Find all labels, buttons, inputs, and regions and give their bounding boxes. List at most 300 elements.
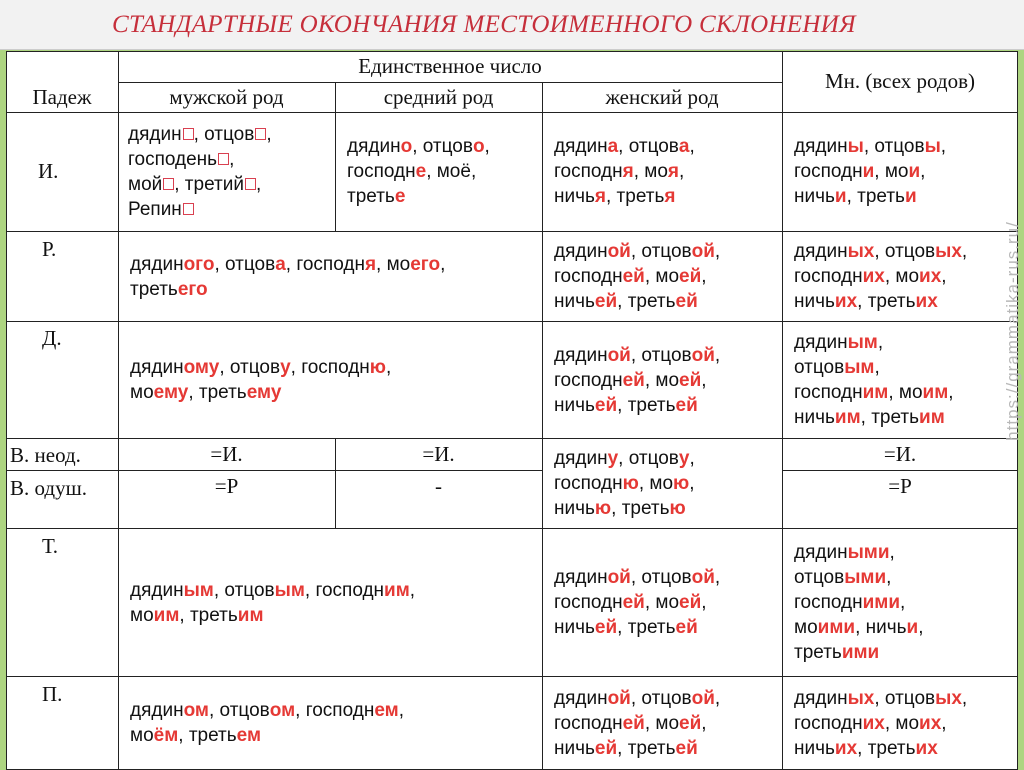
ending: у	[607, 448, 619, 469]
word-form-line	[794, 330, 1018, 355]
word-form-line	[794, 264, 1018, 289]
word-form-line	[794, 686, 1018, 711]
word-stem: ничь	[794, 291, 835, 312]
watermark	[998, 51, 1024, 611]
word-form-line	[128, 197, 335, 222]
acc-fem-cell	[542, 439, 782, 528]
word-stem: мо	[794, 617, 818, 638]
ending: ой	[691, 344, 715, 366]
word-stem: ,	[689, 136, 695, 157]
zero-ending-marker	[218, 153, 229, 165]
header-plural: Мн. (всех родов)	[824, 69, 976, 93]
word-stem: ,	[689, 473, 695, 494]
ending: их	[915, 291, 938, 312]
word-stem: , треть	[617, 291, 676, 312]
word-stem: ,	[440, 253, 446, 275]
acc-plural-animate: =Р	[888, 473, 912, 498]
word-stem: , господн	[295, 700, 375, 721]
ending: ом	[183, 700, 209, 721]
ending: и	[834, 186, 847, 207]
gen-plural-cell	[782, 232, 1018, 321]
ins-plural-cell	[782, 529, 1018, 676]
word-stem: господн	[554, 369, 623, 391]
ending: им	[153, 604, 180, 626]
ending: и	[904, 186, 917, 207]
ending: ей	[622, 266, 645, 287]
ending: ыми	[844, 567, 887, 588]
declension-table	[6, 51, 1023, 770]
word-form-line	[794, 159, 1018, 184]
word-stem: , господн	[285, 253, 365, 275]
word-form-line	[794, 640, 1018, 665]
word-stem: дядин	[554, 241, 608, 262]
word-stem: господн	[554, 712, 623, 734]
ending: ых	[847, 687, 875, 709]
word-stem: господн	[794, 382, 863, 403]
word-stem: ничь	[794, 737, 835, 759]
ending: ем	[236, 725, 262, 746]
ending: им	[922, 382, 949, 403]
word-stem: , отцов	[863, 136, 925, 157]
word-stem: , треть	[857, 291, 916, 312]
word-stem: ничь	[554, 737, 595, 759]
word-form-line	[554, 264, 782, 289]
ending: у	[280, 357, 291, 378]
word-stem: дядин	[794, 241, 848, 262]
ending: ей	[679, 369, 702, 391]
word-stem: ,	[398, 700, 404, 721]
ending: ым	[183, 579, 214, 601]
word-stem: ,	[961, 241, 968, 262]
word-stem: , мо	[376, 253, 411, 275]
word-stem: ,	[941, 712, 947, 734]
word-form-line	[554, 471, 782, 496]
word-stem: дядин	[794, 687, 848, 709]
word-stem: дядин	[128, 123, 182, 145]
word-form-line	[130, 723, 542, 748]
ending: им	[237, 604, 264, 626]
word-form-line	[130, 252, 542, 277]
ending: их	[862, 712, 885, 734]
word-stem: господн	[347, 161, 416, 182]
ending: их	[915, 737, 938, 759]
ending: ими	[817, 617, 856, 638]
word-stem: дядин	[130, 357, 184, 378]
word-stem: дядин	[794, 332, 848, 353]
nom-fem-cell	[542, 112, 782, 231]
word-stem: ,	[940, 136, 947, 157]
word-stem: господн	[794, 266, 863, 287]
word-stem: , мо	[638, 473, 674, 494]
word-stem: ,	[889, 542, 895, 563]
word-form-line	[554, 736, 782, 761]
word-stem: дядин	[794, 542, 848, 563]
word-form-line	[794, 239, 1018, 264]
gen-masc-neut-cell	[118, 232, 542, 321]
page-title: СТАНДАРТНЫЕ ОКОНЧАНИЯ МЕСТОИМЕННОГО СКЛОНЕНИЯ	[0, 0, 1024, 50]
dat-masc-neut-cell	[118, 322, 542, 438]
word-form-line	[554, 239, 782, 264]
word-form-line	[794, 405, 1018, 430]
word-stem: ,	[961, 687, 968, 709]
word-stem: господн	[794, 592, 863, 613]
ending: ём	[153, 725, 179, 746]
ending: ой	[607, 567, 631, 588]
word-form-line	[554, 711, 782, 736]
dat-fem-cell	[542, 322, 782, 438]
word-form-line	[128, 122, 335, 147]
zero-ending-marker	[245, 178, 256, 190]
word-stem: господн	[794, 712, 863, 734]
word-stem: , треть	[617, 737, 676, 759]
ending: его	[410, 253, 441, 275]
word-stem: господн	[554, 161, 623, 182]
acc-neut-animate: -	[435, 473, 442, 498]
word-stem: ничь	[554, 394, 595, 416]
ending: ой	[691, 687, 715, 709]
word-stem: , мо	[426, 161, 461, 182]
word-stem: господн	[554, 266, 623, 287]
word-form-line	[794, 380, 1018, 405]
word-stem: мо	[130, 725, 154, 746]
ending: их	[919, 712, 942, 734]
word-stem: ,	[701, 369, 707, 391]
ending: ы	[924, 136, 941, 157]
word-stem: , отцов	[618, 448, 679, 469]
word-stem: , ничь	[855, 617, 907, 638]
case-accusative-animate: В. одуш.	[10, 476, 88, 500]
word-stem: , треть	[188, 382, 247, 403]
word-stem: , господн	[290, 357, 370, 378]
ending: я	[667, 161, 679, 182]
word-stem: , мо	[644, 369, 680, 391]
word-form-line	[130, 355, 542, 380]
word-form-line	[130, 603, 542, 628]
ending: и	[862, 161, 875, 182]
word-stem: , мо	[884, 712, 920, 734]
word-stem: дядин	[554, 687, 608, 709]
nom-masc-cell	[118, 112, 335, 231]
word-stem: дядин	[130, 579, 184, 601]
ending: ей	[679, 712, 702, 734]
word-stem: ,	[900, 592, 906, 613]
acc-neut-inanimate: =И.	[422, 442, 455, 466]
word-form-line	[347, 159, 542, 184]
ending: а	[607, 136, 619, 157]
ending: ой	[691, 567, 715, 588]
ending: им	[834, 407, 861, 428]
word-form-line	[554, 686, 782, 711]
ending: ей	[622, 369, 645, 391]
ending: ых	[935, 241, 962, 262]
word-stem: ,	[714, 241, 721, 262]
ending: е	[394, 186, 406, 207]
case-genitive: Р.	[42, 237, 57, 261]
case-nominative: И.	[38, 159, 59, 183]
word-stem: ,	[266, 123, 272, 145]
word-stem: , треть	[857, 737, 916, 759]
word-stem: , отцов	[214, 253, 276, 275]
nom-neut-cell	[335, 112, 542, 231]
word-stem: ,	[701, 266, 707, 287]
word-form-line	[554, 134, 782, 159]
ending: о	[472, 136, 485, 157]
word-form-line	[794, 615, 1018, 640]
word-form-line	[347, 184, 542, 209]
ending: ей	[622, 712, 645, 734]
word-stem: мой	[128, 173, 163, 195]
word-form-line	[794, 540, 1018, 565]
ending: ого	[183, 253, 215, 275]
word-form-line	[347, 134, 542, 159]
word-stem: , отцов	[630, 344, 692, 366]
pre-plural-cell	[782, 677, 1018, 769]
ending: их	[834, 737, 858, 759]
ending: и	[906, 617, 919, 638]
word-stem: ,	[484, 136, 490, 157]
word-stem: , треть	[617, 394, 676, 416]
ending: ой	[691, 241, 715, 262]
ending: их	[834, 291, 858, 312]
ending: я	[664, 186, 676, 207]
ending: о	[400, 136, 413, 157]
ending: его	[177, 278, 208, 300]
word-stem: ,	[886, 567, 892, 588]
word-form-line	[554, 590, 782, 615]
ending: ой	[607, 241, 631, 262]
header-masculine: мужской род	[169, 84, 284, 109]
header-feminine: женский род	[605, 84, 719, 109]
word-stem: ,	[948, 382, 954, 403]
acc-plural-inanimate: =И.	[883, 442, 917, 466]
ending: ю	[594, 498, 612, 519]
ending: ых	[847, 241, 875, 262]
word-stem: господн	[794, 161, 863, 182]
word-stem: ,	[409, 579, 416, 601]
ending: а	[678, 136, 690, 157]
nom-plural-cell	[782, 112, 1018, 231]
word-form-line	[554, 159, 782, 184]
ending: ы	[847, 136, 864, 157]
ending: ем	[374, 700, 399, 721]
case-instrumental: Т.	[42, 534, 58, 558]
ending: и	[908, 161, 921, 182]
word-stem: ,	[920, 161, 926, 182]
ending: ему	[153, 382, 189, 403]
ending: ей	[675, 617, 698, 638]
ending: ю	[673, 473, 690, 494]
ending: ей	[679, 266, 702, 287]
acc-masc-animate: =Р	[214, 473, 239, 498]
word-stem: , отцов	[193, 123, 255, 145]
word-stem: треть	[347, 186, 395, 207]
word-stem: , треть	[617, 617, 676, 638]
word-stem: господень	[128, 148, 218, 170]
word-stem: ,	[941, 266, 947, 287]
word-stem: ё	[460, 161, 471, 182]
word-stem: , треть	[178, 725, 237, 746]
word-stem: , треть	[179, 604, 238, 626]
word-form-line	[794, 736, 1018, 761]
word-stem: , отцов	[213, 579, 275, 601]
ending: ей	[675, 291, 698, 312]
word-stem: ,	[689, 448, 695, 469]
ins-fem-cell	[542, 529, 782, 676]
ending: ых	[935, 687, 962, 709]
word-form-line	[794, 355, 1018, 380]
word-stem: Репин	[128, 198, 182, 220]
ending: ом	[269, 700, 296, 721]
word-stem: мо	[130, 382, 154, 403]
acc-masc-inanimate: =И.	[210, 442, 243, 466]
word-stem: , отцов	[412, 136, 473, 157]
word-form-line	[128, 147, 335, 172]
ending: ей	[675, 394, 698, 416]
word-stem: , мо	[644, 712, 680, 734]
word-stem: , треть	[860, 407, 920, 428]
word-stem: , треть	[611, 498, 670, 519]
word-form-line	[794, 590, 1018, 615]
ending: ым	[844, 357, 875, 378]
ending: ей	[675, 737, 698, 759]
ending: а	[275, 253, 286, 275]
word-stem: , господн	[304, 579, 385, 601]
zero-ending-marker	[183, 128, 194, 140]
word-stem: ,	[678, 161, 685, 182]
word-stem: дядин	[794, 136, 848, 157]
word-stem: ,	[470, 161, 477, 182]
ending: ю	[622, 473, 639, 494]
word-stem: дядин	[554, 136, 608, 157]
zero-ending-marker	[183, 203, 194, 215]
word-stem: господн	[554, 473, 623, 494]
ending: ю	[669, 498, 686, 519]
ending: их	[862, 266, 885, 287]
word-form-line	[794, 289, 1018, 314]
word-stem: , треть	[846, 186, 905, 207]
zero-ending-marker	[255, 128, 266, 140]
pre-fem-cell	[542, 677, 782, 769]
word-stem: , отцов	[630, 687, 692, 709]
word-stem: , отцов	[630, 241, 692, 262]
ending: ой	[607, 344, 631, 366]
word-form-line	[554, 343, 782, 368]
ending: е	[415, 161, 427, 182]
ins-masc-neut-cell	[118, 529, 542, 676]
ending: ей	[679, 592, 702, 613]
ending: ему	[246, 382, 282, 403]
word-stem: , мо	[888, 382, 923, 403]
word-stem: ,	[714, 567, 721, 588]
word-form-line	[130, 698, 542, 723]
word-stem: отцов	[794, 567, 845, 588]
ending: ей	[594, 291, 618, 312]
case-accusative-inanimate: В. неод.	[10, 443, 81, 467]
word-stem: отцов	[794, 357, 845, 378]
word-form-line	[130, 277, 542, 302]
ending: ым	[274, 579, 305, 601]
word-stem: ничь	[554, 186, 595, 207]
ending: ей	[594, 737, 618, 759]
word-stem: , отцов	[219, 357, 281, 378]
header-singular: Единственное число	[358, 54, 542, 78]
word-stem: , третий	[174, 173, 244, 195]
word-stem: , отцов	[874, 241, 936, 262]
word-stem: , отцов	[618, 136, 679, 157]
ending: их	[919, 266, 942, 287]
word-form-line	[554, 565, 782, 590]
ending: ей	[594, 617, 618, 638]
ending: ей	[622, 592, 645, 613]
word-stem: ,	[714, 344, 721, 366]
ending: ю	[369, 357, 387, 378]
ending: ими	[841, 642, 880, 663]
word-form-line	[554, 368, 782, 393]
zero-ending-marker	[163, 178, 174, 190]
word-stem: , мо	[874, 161, 909, 182]
word-form-line	[554, 496, 782, 521]
word-stem: ,	[877, 332, 884, 353]
word-stem: ничь	[794, 186, 835, 207]
word-stem: ,	[874, 357, 880, 378]
word-form-line	[794, 134, 1018, 159]
word-stem: , мо	[633, 161, 668, 182]
word-stem: , отцов	[209, 700, 270, 721]
word-stem: дядин	[347, 136, 401, 157]
word-form-line	[554, 184, 782, 209]
ending: ой	[607, 687, 631, 709]
word-stem: ничь	[554, 617, 595, 638]
word-form-line	[554, 393, 782, 418]
word-stem: , треть	[606, 186, 665, 207]
word-form-line	[794, 184, 1018, 209]
word-stem: дядин	[130, 253, 184, 275]
ending: у	[678, 448, 690, 469]
ending: ым	[847, 332, 878, 353]
ending: я	[594, 186, 606, 207]
word-form-line	[554, 615, 782, 640]
word-stem: ничь	[554, 291, 595, 312]
word-stem: ,	[701, 592, 707, 613]
word-stem: ,	[386, 357, 392, 378]
word-stem: дядин	[554, 448, 608, 469]
word-stem: , отцов	[630, 567, 692, 588]
ending: ыми	[847, 542, 890, 563]
header-case: Падеж	[32, 84, 92, 109]
ending: им	[862, 382, 889, 403]
case-prepositional: П.	[42, 682, 63, 706]
word-stem: господн	[554, 592, 623, 613]
word-form-line	[554, 446, 782, 471]
word-stem: , мо	[644, 592, 680, 613]
word-stem: , мо	[884, 266, 920, 287]
word-stem: дядин	[554, 344, 608, 366]
word-stem: дядин	[130, 700, 184, 721]
word-stem: треть	[130, 278, 178, 300]
word-form-line	[794, 711, 1018, 736]
header-neuter: средний род	[383, 84, 494, 109]
gen-fem-cell	[542, 232, 782, 321]
word-stem: ,	[918, 617, 924, 638]
word-stem: дядин	[554, 567, 608, 588]
word-stem: ничь	[554, 498, 595, 519]
watermark-text: https://grammatika-rus.ru/	[1003, 221, 1023, 441]
word-stem: мо	[130, 604, 154, 626]
word-stem: , отцов	[874, 687, 936, 709]
pre-masc-neut-cell	[118, 677, 542, 769]
word-stem: ,	[701, 712, 707, 734]
word-form-line	[794, 565, 1018, 590]
